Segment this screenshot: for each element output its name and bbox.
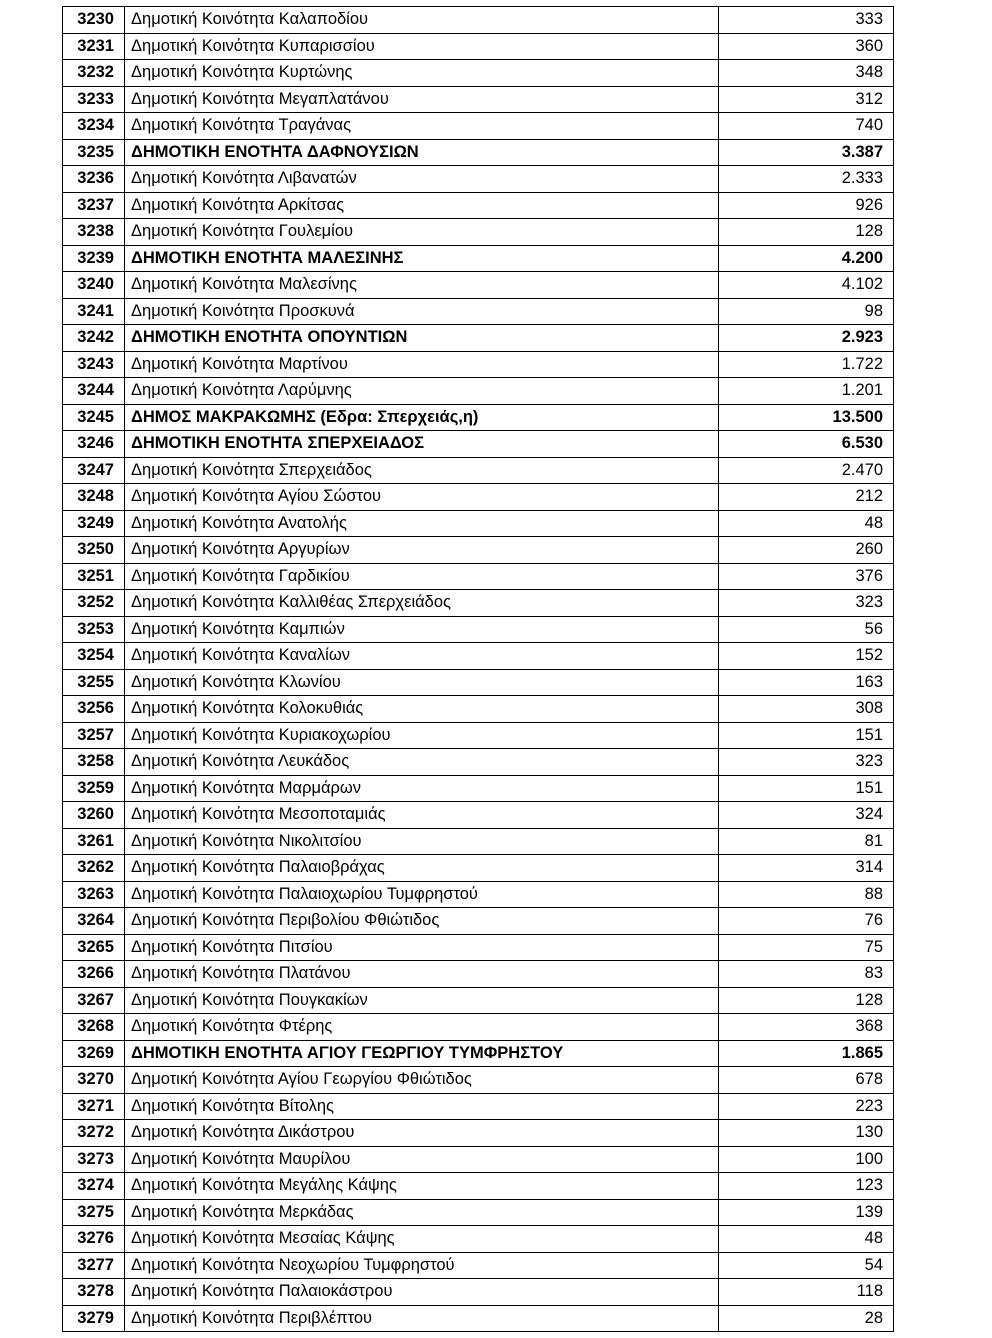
row-code-cell: 3242 (63, 325, 125, 352)
table-row (63, 696, 894, 723)
row-code-cell: 3268 (63, 1014, 125, 1041)
row-population-cell: 4.200 (719, 245, 894, 272)
table-row (63, 404, 894, 431)
table-row (63, 1226, 894, 1253)
row-name-cell: Δημοτική Κοινότητα Μεσαίας Κάψης (125, 1226, 719, 1253)
document-page (62, 6, 894, 1332)
row-name-cell: Δημοτική Κοινότητα Κλωνίου (125, 669, 719, 696)
row-name-cell: Δημοτική Κοινότητα Κυπαρισσίου (125, 33, 719, 60)
row-name-cell: Δημοτική Κοινότητα Μεσοποταμιάς (125, 802, 719, 829)
row-code-cell: 3253 (63, 616, 125, 643)
table-row (63, 881, 894, 908)
table-row (63, 775, 894, 802)
row-code-cell: 3235 (63, 139, 125, 166)
row-population-cell: 81 (719, 828, 894, 855)
row-name-cell: ΔΗΜΟΤΙΚΗ ΕΝΟΤΗΤΑ ΜΑΛΕΣΙΝΗΣ (125, 245, 719, 272)
table-row (63, 351, 894, 378)
row-code-cell: 3240 (63, 272, 125, 299)
row-code-cell: 3267 (63, 987, 125, 1014)
table-row (63, 669, 894, 696)
row-code-cell: 3266 (63, 961, 125, 988)
row-population-cell: 123 (719, 1173, 894, 1200)
row-name-cell: Δημοτική Κοινότητα Ανατολής (125, 510, 719, 537)
table-row (63, 1146, 894, 1173)
table-row (63, 1067, 894, 1094)
row-code-cell: 3255 (63, 669, 125, 696)
row-code-cell: 3241 (63, 298, 125, 325)
row-name-cell: Δημοτική Κοινότητα Νεοχωρίου Τυμφρηστού (125, 1252, 719, 1279)
row-code-cell: 3259 (63, 775, 125, 802)
table-row (63, 60, 894, 87)
table-row (63, 1120, 894, 1147)
row-population-cell: 83 (719, 961, 894, 988)
row-population-cell: 926 (719, 192, 894, 219)
row-population-cell: 152 (719, 643, 894, 670)
table-row (63, 749, 894, 776)
row-population-cell: 6.530 (719, 431, 894, 458)
row-population-cell: 308 (719, 696, 894, 723)
row-code-cell: 3278 (63, 1279, 125, 1306)
row-code-cell: 3246 (63, 431, 125, 458)
row-code-cell: 3279 (63, 1305, 125, 1332)
row-name-cell: Δημοτική Κοινότητα Καναλίων (125, 643, 719, 670)
row-code-cell: 3273 (63, 1146, 125, 1173)
table-row (63, 908, 894, 935)
population-table (62, 6, 894, 1332)
row-code-cell: 3252 (63, 590, 125, 617)
row-name-cell: ΔΗΜΟΤΙΚΗ ΕΝΟΤΗΤΑ ΣΠΕΡΧΕΙΑΔΟΣ (125, 431, 719, 458)
row-name-cell: Δημοτική Κοινότητα Μαρμάρων (125, 775, 719, 802)
table-row (63, 802, 894, 829)
row-code-cell: 3245 (63, 404, 125, 431)
row-population-cell: 323 (719, 590, 894, 617)
table-row (63, 7, 894, 34)
row-name-cell: Δημοτική Κοινότητα Καλαποδίου (125, 7, 719, 34)
row-name-cell: Δημοτική Κοινότητα Περιβολίου Φθιώτιδος (125, 908, 719, 935)
row-population-cell: 128 (719, 219, 894, 246)
row-name-cell: Δημοτική Κοινότητα Καμπιών (125, 616, 719, 643)
table-row (63, 192, 894, 219)
row-population-cell: 48 (719, 510, 894, 537)
row-name-cell: ΔΗΜΟΤΙΚΗ ΕΝΟΤΗΤΑ ΔΑΦΝΟΥΣΙΩΝ (125, 139, 719, 166)
row-population-cell: 348 (719, 60, 894, 87)
row-population-cell: 376 (719, 563, 894, 590)
table-row (63, 325, 894, 352)
row-population-cell: 48 (719, 1226, 894, 1253)
row-code-cell: 3260 (63, 802, 125, 829)
row-name-cell: Δημοτική Κοινότητα Αργυρίων (125, 537, 719, 564)
row-population-cell: 2.923 (719, 325, 894, 352)
table-row (63, 934, 894, 961)
table-row (63, 166, 894, 193)
row-code-cell: 3230 (63, 7, 125, 34)
table-row (63, 431, 894, 458)
row-name-cell: Δημοτική Κοινότητα Κυριακοχωρίου (125, 722, 719, 749)
row-code-cell: 3258 (63, 749, 125, 776)
row-code-cell: 3276 (63, 1226, 125, 1253)
row-name-cell: Δημοτική Κοινότητα Αγίου Σώστου (125, 484, 719, 511)
row-population-cell: 333 (719, 7, 894, 34)
row-population-cell: 2.333 (719, 166, 894, 193)
row-code-cell: 3238 (63, 219, 125, 246)
row-name-cell: ΔΗΜΟΣ ΜΑΚΡΑΚΩΜΗΣ (Εδρα: Σπερχειάς,η) (125, 404, 719, 431)
row-code-cell: 3249 (63, 510, 125, 537)
row-name-cell: Δημοτική Κοινότητα Φτέρης (125, 1014, 719, 1041)
row-name-cell: ΔΗΜΟΤΙΚΗ ΕΝΟΤΗΤΑ ΑΓΙΟΥ ΓΕΩΡΓΙΟΥ ΤΥΜΦΡΗΣΤΟΥ (125, 1040, 719, 1067)
row-name-cell: Δημοτική Κοινότητα Γαρδικίου (125, 563, 719, 590)
row-population-cell: 151 (719, 722, 894, 749)
row-code-cell: 3234 (63, 113, 125, 140)
table-row (63, 616, 894, 643)
row-population-cell: 1.865 (719, 1040, 894, 1067)
row-population-cell: 128 (719, 987, 894, 1014)
row-code-cell: 3243 (63, 351, 125, 378)
table-row (63, 86, 894, 113)
table-row (63, 457, 894, 484)
row-code-cell: 3265 (63, 934, 125, 961)
table-body (63, 7, 894, 1332)
row-population-cell: 312 (719, 86, 894, 113)
row-population-cell: 139 (719, 1199, 894, 1226)
table-row (63, 510, 894, 537)
row-population-cell: 100 (719, 1146, 894, 1173)
row-population-cell: 324 (719, 802, 894, 829)
row-code-cell: 3275 (63, 1199, 125, 1226)
row-population-cell: 223 (719, 1093, 894, 1120)
table-row (63, 1199, 894, 1226)
row-name-cell: Δημοτική Κοινότητα Κυρτώνης (125, 60, 719, 87)
row-name-cell: Δημοτική Κοινότητα Πιτσίου (125, 934, 719, 961)
row-name-cell: Δημοτική Κοινότητα Γουλεμίου (125, 219, 719, 246)
row-name-cell: ΔΗΜΟΤΙΚΗ ΕΝΟΤΗΤΑ ΟΠΟΥΝΤΙΩΝ (125, 325, 719, 352)
row-code-cell: 3261 (63, 828, 125, 855)
row-population-cell: 740 (719, 113, 894, 140)
row-population-cell: 151 (719, 775, 894, 802)
row-name-cell: Δημοτική Κοινότητα Αρκίτσας (125, 192, 719, 219)
table-row (63, 1093, 894, 1120)
row-name-cell: Δημοτική Κοινότητα Λιβανατών (125, 166, 719, 193)
row-population-cell: 360 (719, 33, 894, 60)
row-name-cell: Δημοτική Κοινότητα Μερκάδας (125, 1199, 719, 1226)
row-name-cell: Δημοτική Κοινότητα Μαλεσίνης (125, 272, 719, 299)
table-row (63, 245, 894, 272)
table-row (63, 139, 894, 166)
table-row (63, 961, 894, 988)
row-name-cell: Δημοτική Κοινότητα Πουγκακίων (125, 987, 719, 1014)
row-name-cell: Δημοτική Κοινότητα Μαρτίνου (125, 351, 719, 378)
row-code-cell: 3233 (63, 86, 125, 113)
table-row (63, 298, 894, 325)
table-row (63, 987, 894, 1014)
row-code-cell: 3231 (63, 33, 125, 60)
row-code-cell: 3269 (63, 1040, 125, 1067)
row-population-cell: 54 (719, 1252, 894, 1279)
table-row (63, 219, 894, 246)
row-code-cell: 3263 (63, 881, 125, 908)
row-name-cell: Δημοτική Κοινότητα Μεγαπλατάνου (125, 86, 719, 113)
table-row (63, 537, 894, 564)
row-code-cell: 3244 (63, 378, 125, 405)
table-row (63, 563, 894, 590)
row-name-cell: Δημοτική Κοινότητα Λευκάδος (125, 749, 719, 776)
table-row (63, 272, 894, 299)
table-row (63, 378, 894, 405)
row-population-cell: 1.201 (719, 378, 894, 405)
row-code-cell: 3237 (63, 192, 125, 219)
row-code-cell: 3262 (63, 855, 125, 882)
row-population-cell: 88 (719, 881, 894, 908)
row-population-cell: 163 (719, 669, 894, 696)
table-row (63, 643, 894, 670)
row-population-cell: 1.722 (719, 351, 894, 378)
table-row (63, 1305, 894, 1332)
row-population-cell: 28 (719, 1305, 894, 1332)
row-name-cell: Δημοτική Κοινότητα Περιβλέπτου (125, 1305, 719, 1332)
table-row (63, 828, 894, 855)
row-name-cell: Δημοτική Κοινότητα Πλατάνου (125, 961, 719, 988)
row-code-cell: 3264 (63, 908, 125, 935)
row-code-cell: 3236 (63, 166, 125, 193)
row-population-cell: 212 (719, 484, 894, 511)
row-code-cell: 3257 (63, 722, 125, 749)
row-name-cell: Δημοτική Κοινότητα Παλαιοβράχας (125, 855, 719, 882)
row-name-cell: Δημοτική Κοινότητα Σπερχειάδος (125, 457, 719, 484)
row-code-cell: 3254 (63, 643, 125, 670)
table-row (63, 484, 894, 511)
row-code-cell: 3239 (63, 245, 125, 272)
row-population-cell: 75 (719, 934, 894, 961)
row-code-cell: 3256 (63, 696, 125, 723)
row-name-cell: Δημοτική Κοινότητα Μαυρίλου (125, 1146, 719, 1173)
row-name-cell: Δημοτική Κοινότητα Προσκυνά (125, 298, 719, 325)
table-row (63, 1014, 894, 1041)
row-name-cell: Δημοτική Κοινότητα Κολοκυθιάς (125, 696, 719, 723)
row-name-cell: Δημοτική Κοινότητα Καλλιθέας Σπερχειάδος (125, 590, 719, 617)
row-name-cell: Δημοτική Κοινότητα Παλαιοχωρίου Τυμφρηστού (125, 881, 719, 908)
table-row (63, 722, 894, 749)
row-population-cell: 260 (719, 537, 894, 564)
row-code-cell: 3272 (63, 1120, 125, 1147)
row-name-cell: Δημοτική Κοινότητα Μεγάλης Κάψης (125, 1173, 719, 1200)
row-population-cell: 56 (719, 616, 894, 643)
row-population-cell: 13.500 (719, 404, 894, 431)
row-name-cell: Δημοτική Κοινότητα Τραγάνας (125, 113, 719, 140)
row-code-cell: 3232 (63, 60, 125, 87)
row-name-cell: Δημοτική Κοινότητα Νικολιτσίου (125, 828, 719, 855)
table-row (63, 1252, 894, 1279)
row-code-cell: 3250 (63, 537, 125, 564)
row-population-cell: 98 (719, 298, 894, 325)
row-code-cell: 3248 (63, 484, 125, 511)
row-population-cell: 2.470 (719, 457, 894, 484)
row-population-cell: 76 (719, 908, 894, 935)
row-code-cell: 3270 (63, 1067, 125, 1094)
row-name-cell: Δημοτική Κοινότητα Δικάστρου (125, 1120, 719, 1147)
table-row (63, 1040, 894, 1067)
table-row (63, 1279, 894, 1306)
row-code-cell: 3277 (63, 1252, 125, 1279)
row-population-cell: 368 (719, 1014, 894, 1041)
row-name-cell: Δημοτική Κοινότητα Παλαιοκάστρου (125, 1279, 719, 1306)
table-row (63, 590, 894, 617)
table-row (63, 855, 894, 882)
table-row (63, 33, 894, 60)
row-name-cell: Δημοτική Κοινότητα Βίτολης (125, 1093, 719, 1120)
row-code-cell: 3274 (63, 1173, 125, 1200)
row-name-cell: Δημοτική Κοινότητα Αγίου Γεωργίου Φθιώτιδος (125, 1067, 719, 1094)
row-population-cell: 678 (719, 1067, 894, 1094)
row-code-cell: 3271 (63, 1093, 125, 1120)
row-population-cell: 130 (719, 1120, 894, 1147)
row-population-cell: 4.102 (719, 272, 894, 299)
row-population-cell: 323 (719, 749, 894, 776)
table-row (63, 113, 894, 140)
row-population-cell: 3.387 (719, 139, 894, 166)
row-name-cell: Δημοτική Κοινότητα Λαρύμνης (125, 378, 719, 405)
row-code-cell: 3247 (63, 457, 125, 484)
table-row (63, 1173, 894, 1200)
row-code-cell: 3251 (63, 563, 125, 590)
row-population-cell: 118 (719, 1279, 894, 1306)
row-population-cell: 314 (719, 855, 894, 882)
